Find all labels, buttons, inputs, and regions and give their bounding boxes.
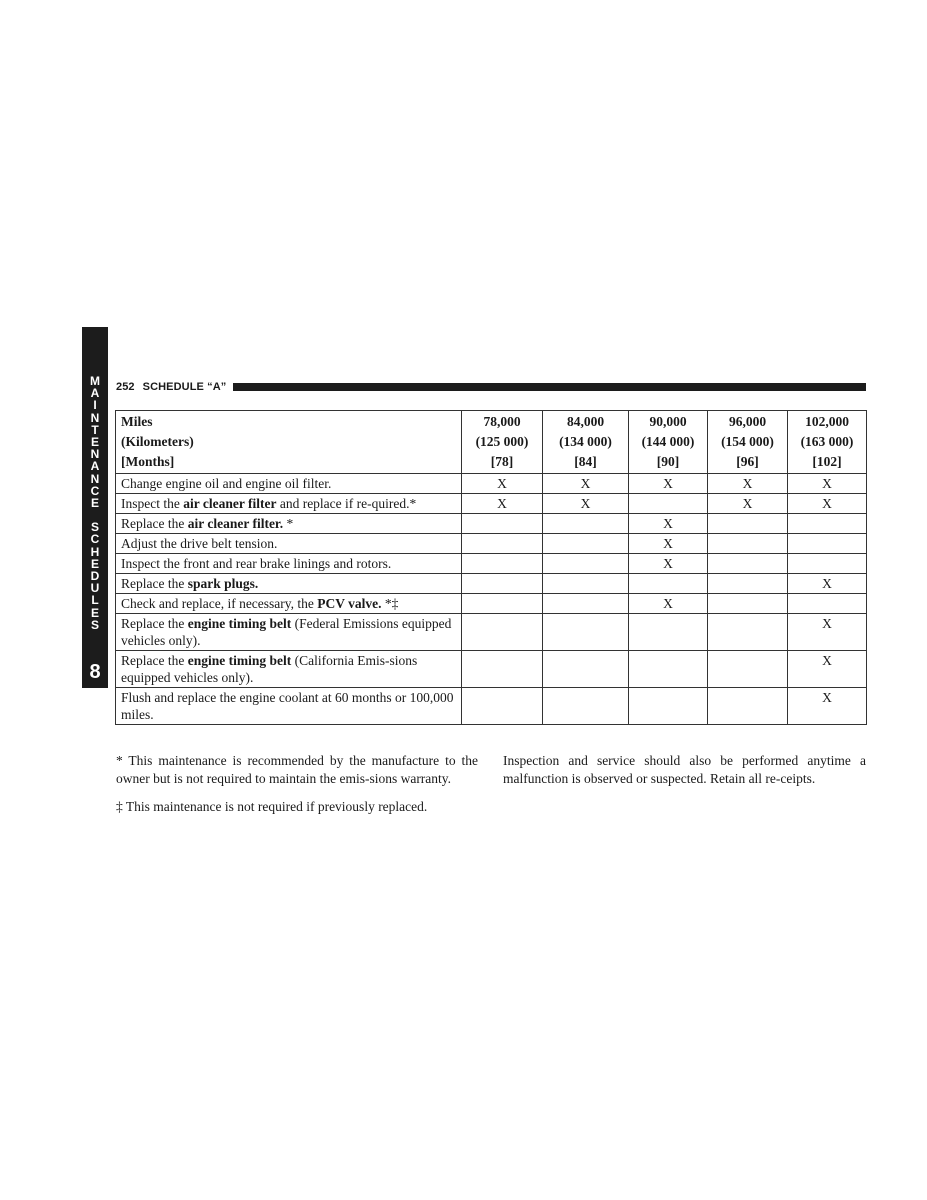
- side-tab-letter: L: [91, 593, 99, 608]
- asterisk-footnote: * This maintenance is recommended by the manufacture to the owner but is not required to maintain the emis-sions warranty.: [116, 753, 478, 786]
- schedule-mark-cell: [629, 688, 708, 725]
- side-tab-letter: S: [90, 617, 99, 632]
- double-dagger-footnote: ‡ This maintenance is not required if previously replaced.: [116, 799, 428, 814]
- schedule-mark-cell: [462, 554, 543, 574]
- schedule-mark-cell: X: [629, 514, 708, 534]
- task-item-emphasis: air cleaner filter.: [187, 516, 284, 531]
- schedule-mark-cell: [462, 574, 543, 594]
- task-description-text: (California Emis-sions equipped vehicles only).: [121, 653, 418, 685]
- task-description-cell: [116, 594, 462, 614]
- schedule-mark-cell: X: [543, 474, 629, 494]
- interval-header: [543, 411, 629, 474]
- schedule-mark-cell: X: [462, 494, 543, 514]
- interval-months: [102]: [812, 454, 842, 469]
- task-item-emphasis: engine timing belt: [187, 653, 292, 668]
- schedule-mark-cell: [708, 574, 788, 594]
- schedule-mark-cell: X: [629, 554, 708, 574]
- schedule-mark-cell: [788, 534, 867, 554]
- task-description-text: Inspect the: [121, 496, 184, 511]
- table-row: [116, 494, 867, 514]
- schedule-mark-cell: [543, 574, 629, 594]
- task-description-cell: [116, 554, 462, 574]
- schedule-mark-cell: X: [708, 494, 788, 514]
- inspection-note-text: Inspection and service should also be performed anytime a malfunction is observed or suspected. Retain all re-ceipts.: [503, 753, 866, 786]
- schedule-mark-cell: [462, 534, 543, 554]
- schedule-mark-cell: [629, 614, 708, 651]
- interval-miles: 90,000: [649, 414, 687, 429]
- task-description-text: Adjust the drive belt tension.: [121, 536, 278, 551]
- task-description-text: Replace the: [121, 616, 188, 631]
- header-kilometers-label: (Kilometers): [121, 434, 194, 449]
- side-tab-letter: E: [90, 556, 99, 571]
- interval-months: [90]: [656, 454, 680, 469]
- task-description-text: Replace the: [121, 516, 188, 531]
- table-row: [116, 554, 867, 574]
- chapter-side-tab: [82, 327, 108, 688]
- schedule-mark-cell: X: [708, 474, 788, 494]
- schedule-mark-cell: [462, 614, 543, 651]
- header-months-label: [Months]: [121, 454, 175, 469]
- schedule-mark-cell: [543, 534, 629, 554]
- schedule-mark-cell: [708, 651, 788, 688]
- table-row: [116, 534, 867, 554]
- interval-miles: 102,000: [805, 414, 849, 429]
- schedule-rows: [116, 474, 867, 725]
- interval-km: (134 000): [559, 434, 612, 449]
- schedule-mark-cell: X: [462, 474, 543, 494]
- schedule-mark-cell: [788, 594, 867, 614]
- side-tab-letter: I: [93, 398, 97, 413]
- page-number: 252: [116, 381, 135, 393]
- schedule-mark-cell: X: [788, 474, 867, 494]
- schedule-mark-cell: [543, 554, 629, 574]
- task-description-text: Change engine oil and engine oil filter.: [121, 476, 332, 491]
- task-description-cell: [116, 688, 462, 725]
- page-header: [116, 380, 866, 394]
- interval-header: [788, 411, 867, 474]
- task-description-text: Flush and replace the engine coolant at 60 months or 100,000 miles.: [121, 690, 454, 722]
- schedule-mark-cell: X: [629, 594, 708, 614]
- side-tab-letter: N: [90, 471, 100, 486]
- interval-km: (125 000): [475, 434, 529, 449]
- side-tab-letter: E: [90, 605, 99, 620]
- table-row: [116, 614, 867, 651]
- schedule-mark-cell: X: [788, 574, 867, 594]
- interval-miles: 78,000: [483, 414, 521, 429]
- schedule-mark-cell: [462, 688, 543, 725]
- schedule-mark-cell: X: [629, 534, 708, 554]
- schedule-mark-cell: [629, 651, 708, 688]
- task-item-emphasis: PCV valve.: [317, 596, 382, 611]
- interval-months: [84]: [574, 454, 597, 469]
- task-description-text: and replace if re-quired.*: [276, 496, 417, 511]
- schedule-mark-cell: X: [788, 688, 867, 725]
- task-description-text: Check and replace, if necessary, the: [121, 596, 318, 611]
- table-row: [116, 514, 867, 534]
- chapter-side-tab-title: [82, 375, 108, 631]
- side-tab-letter: M: [90, 374, 100, 388]
- interval-header: [708, 411, 788, 474]
- side-tab-letter: A: [90, 386, 100, 401]
- footnotes: [116, 752, 478, 826]
- schedule-mark-cell: [462, 514, 543, 534]
- task-description-cell: [116, 574, 462, 594]
- task-description-text: Inspect the front and rear brake linings and rotors.: [121, 556, 392, 571]
- interval-header: [629, 411, 708, 474]
- header-label-cell: [116, 411, 462, 474]
- interval-miles: 96,000: [728, 414, 767, 429]
- header-rule: [233, 383, 866, 391]
- side-tab-letter: U: [90, 581, 100, 596]
- schedule-mark-cell: [543, 651, 629, 688]
- table-row: [116, 474, 867, 494]
- task-description-text: *: [283, 516, 294, 531]
- task-description-text: *‡: [381, 596, 399, 611]
- schedule-mark-cell: [708, 688, 788, 725]
- schedule-mark-cell: [462, 594, 543, 614]
- schedule-mark-cell: [543, 688, 629, 725]
- schedule-mark-cell: [708, 534, 788, 554]
- side-tab-letter: H: [90, 544, 100, 559]
- interval-months: [78]: [490, 454, 514, 469]
- side-tab-letter: T: [91, 422, 99, 437]
- task-description-text: Replace the: [121, 653, 188, 668]
- table-header-row: [116, 411, 867, 474]
- side-tab-letter: D: [90, 569, 100, 583]
- inspection-note: [503, 752, 866, 788]
- task-item-emphasis: spark plugs.: [187, 576, 259, 591]
- schedule-mark-cell: X: [788, 614, 867, 651]
- interval-miles: 84,000: [566, 414, 605, 429]
- side-tab-letter: S: [90, 520, 99, 535]
- side-tab-letter: C: [90, 532, 100, 547]
- chapter-number: 8: [89, 661, 101, 683]
- schedule-mark-cell: X: [788, 651, 867, 688]
- schedule-mark-cell: [629, 494, 708, 514]
- task-description-cell: [116, 651, 462, 688]
- task-description-text: Replace the: [121, 576, 188, 591]
- page-title: SCHEDULE “A”: [142, 381, 227, 393]
- schedule-mark-cell: X: [788, 494, 867, 514]
- side-tab-letter: E: [90, 434, 99, 449]
- schedule-mark-cell: [708, 554, 788, 574]
- task-item-emphasis: engine timing belt: [187, 616, 292, 631]
- task-description-text: (Federal Emissions equipped vehicles only).: [121, 616, 452, 648]
- side-tab-letter: N: [90, 410, 100, 425]
- schedule-mark-cell: [788, 554, 867, 574]
- side-tab-letter: N: [90, 447, 100, 462]
- task-description-cell: [116, 494, 462, 514]
- schedule-mark-cell: [543, 514, 629, 534]
- task-item-emphasis: air cleaner filter: [183, 496, 277, 511]
- interval-km: (144 000): [641, 434, 695, 449]
- side-tab-letter: E: [90, 495, 99, 510]
- schedule-mark-cell: X: [629, 474, 708, 494]
- schedule-mark-cell: [708, 614, 788, 651]
- task-description-cell: [116, 514, 462, 534]
- task-description-cell: [116, 614, 462, 651]
- schedule-mark-cell: [708, 594, 788, 614]
- interval-months: [96]: [736, 454, 759, 469]
- table-row: [116, 651, 867, 688]
- maintenance-schedule-table: [115, 410, 867, 725]
- schedule-mark-cell: [708, 514, 788, 534]
- schedule-mark-cell: [788, 514, 867, 534]
- schedule-mark-cell: X: [543, 494, 629, 514]
- interval-km: (163 000): [800, 434, 854, 449]
- side-tab-letter: A: [90, 459, 100, 474]
- table-row: [116, 574, 867, 594]
- table-row: [116, 594, 867, 614]
- side-tab-letter: C: [90, 483, 100, 498]
- interval-km: (154 000): [721, 434, 774, 449]
- task-description-cell: [116, 534, 462, 554]
- schedule-mark-cell: [629, 574, 708, 594]
- header-miles-label: Miles: [121, 414, 153, 429]
- schedule-mark-cell: [462, 651, 543, 688]
- table-row: [116, 688, 867, 725]
- task-description-cell: [116, 474, 462, 494]
- interval-header: [462, 411, 543, 474]
- schedule-mark-cell: [543, 614, 629, 651]
- schedule-mark-cell: [543, 594, 629, 614]
